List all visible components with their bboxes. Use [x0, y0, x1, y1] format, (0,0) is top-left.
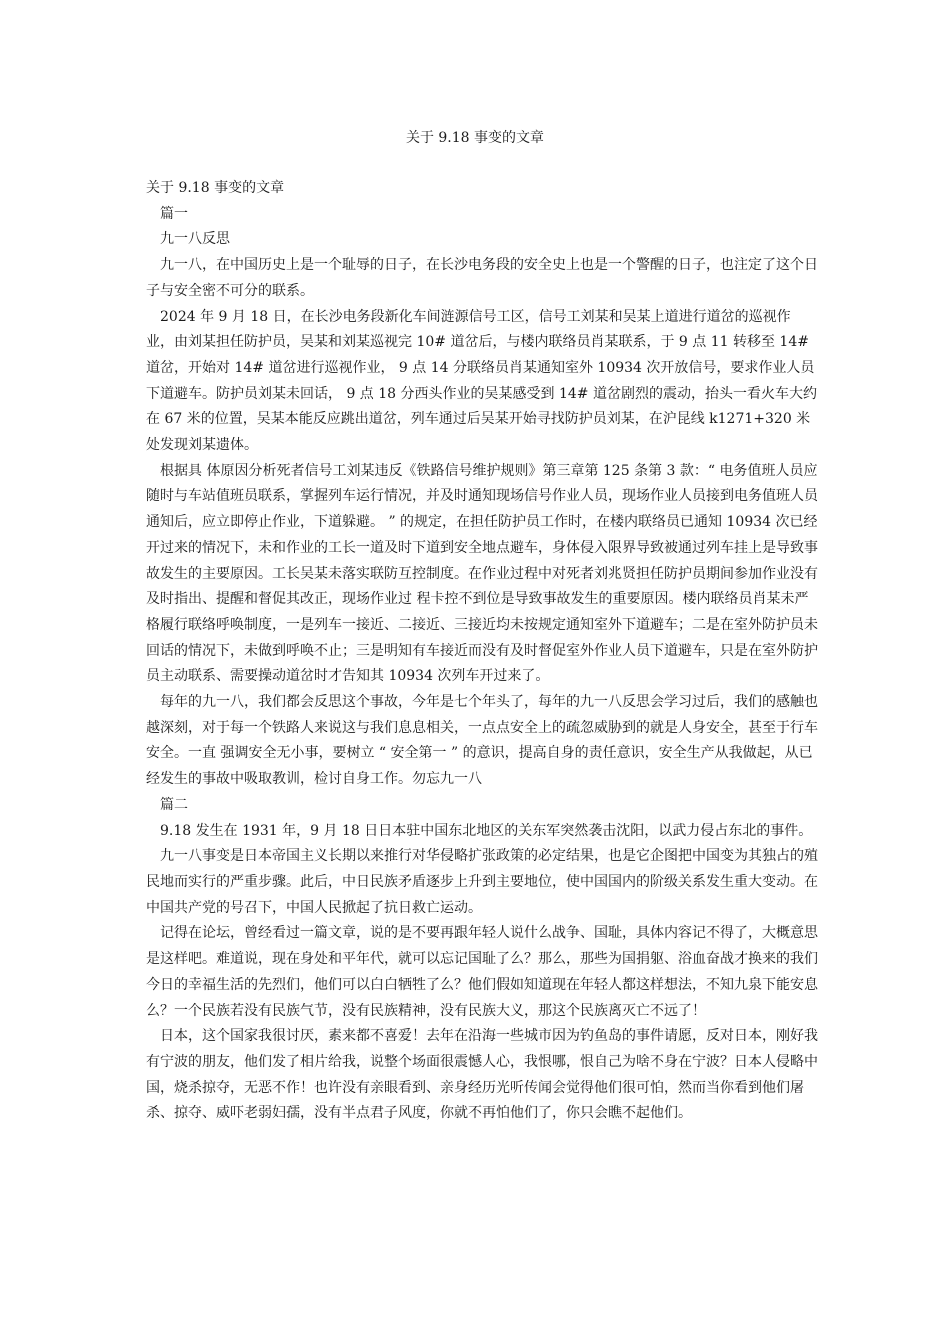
part2-paragraph: 记得在论坛，曾经看过一篇文章，说的是不要再跟年轻人说什么战争、国耻，具体内容记不得了，大概意思是这样吧。难道说，现在身处和平年代，就可以忘记国耻了么？那么，那些为国捐躯、浴血奋战才换来的我们今日的幸福生活的先烈们，他们可以白白牺牲了么？他们假如知道现在年轻人都这样想法，不知九泉下能安息么？一个民族若没有民族气节，没有民族精神，没有民族大义，那这个民族离灭亡不远了！	[146, 925, 818, 1019]
document-title: 关于 9.18 事变的文章	[405, 130, 545, 146]
part1-label: 篇一	[160, 205, 188, 222]
part1-heading: 九一八反思	[160, 231, 230, 248]
part2-label: 篇二	[160, 796, 188, 813]
part2-paragraph: 九一八事变是日本帝国主义长期以来推行对华侵略扩张政策的必定结果，也是它企图把中国变为其独占的殖民地而实行的严重步骤。此后，中日民族矛盾逐步上升到主要地位，使中国国内的阶级关系发生重大变动。在中国共产党的号召下，中国人民掀起了抗日救亡运动。	[146, 848, 818, 916]
part1-paragraph: 2024 年 9 月 18 日，在长沙电务段新化车间涟源信号工区，信号工刘某和吴某上道进行道岔的巡视作业，由刘某担任防护员，吴某和刘某巡视完 10# 道岔后，与楼内联络员肖某联系，于 9 点 11 转移至 14# 道岔，开始对 14# 道岔进行巡视作业， 9 点 14 分联络员肖某通知室外 10934 次开放信号，要求作业人员下道避车。防护员刘某未回话， 9 点 18 分西头作业的吴某感受到 14# 道岔剧烈的震动，抬头一看火车大约在 67 米的位置，吴某本能反应跳出道岔，列车通过后吴某开始寻找防护员刘某，在沪昆线 k1271+320 米处发现刘某遗体。	[146, 308, 817, 454]
part2-paragraph: 日本，这个国家我很讨厌，素来都不喜爱！去年在沿海一些城市因为钓鱼岛的事件请愿，反对日本，刚好我有宁波的朋友，他们发了相片给我，说整个场面很震憾人心，我恨哪，恨自己为啥不身在宁波？日本人侵略中国，烧杀掠夺，无恶不作！也许没有亲眼看到、亲身经历光听传闻会觉得他们很可怕，然而当你看到他们屠杀、掠夺、威吓老弱妇孺，没有半点君子风度，你就不再怕他们了，你只会瞧不起他们。	[146, 1028, 818, 1122]
part1-paragraph: 九一八，在中国历史上是一个耻辱的日子，在长沙电务段的安全史上也是一个警醒的日子，也注定了这个日子与安全密不可分的联系。	[146, 257, 818, 299]
document-body	[146, 176, 818, 1127]
article-subtitle: 关于 9.18 事变的文章	[146, 180, 285, 196]
part1-paragraph: 每年的九一八，我们都会反思这个事故，今年是七个年头了，每年的九一八反思会学习过后，我们的感触也越深刻，对于每一个铁路人来说这与我们息息相关，一点点安全上的疏忽威胁到的就是人身安全，甚至于行车安全。一直 强调安全无小事，要树立 “ 安全第一 ” 的意识，提高自身的责任意识，安全生产从我做起，从已经发生的事故中吸取教训，检讨自身工作。勿忘九一八	[146, 694, 818, 788]
part2-paragraph: 9.18 发生在 1931 年，9 月 18 日日本驻中国东北地区的关东军突然袭击沈阳，以武力侵占东北的事件。	[160, 822, 813, 839]
part1-paragraph: 根据具 体原因分析死者信号工刘某违反《铁路信号维护规则》第三章第 125 条第 3 款：“ 电务值班人员应随时与车站值班员联系，掌握列车运行情况，并及时通知现场信号作业人员，现场作业人员接到电务值班人员通知后，应立即停止作业，下道躲避。 ” 的规定，在担任防护员工作时，在楼内联络员已通知 10934 次已经开过来的情况下，未和作业的工长一道及时下道到安全地点避车，身体侵入限界导致被通过列车挂上是导致事故发生的主要原因。工长吴某未落实联防互控制度。在作业过程中对死者刘兆贤担任防护员期间参加作业没有及时指出、提醒和督促其改正，现场作业过 程卡控不到位是导致事故发生的重要原因。楼内联络员肖某未严格履行联络呼唤制度，一是列车一接近、二接近、三接近均未按规定通知室外下道避车；二是在室外防护员未回话的情况下，未做到呼唤不止；三是明知有车接近而没有及时督促室外作业人员下道避车，只是在室外防护员主动联系、需要操动道岔时才告知其 10934 次列车开过来了。	[146, 462, 818, 685]
